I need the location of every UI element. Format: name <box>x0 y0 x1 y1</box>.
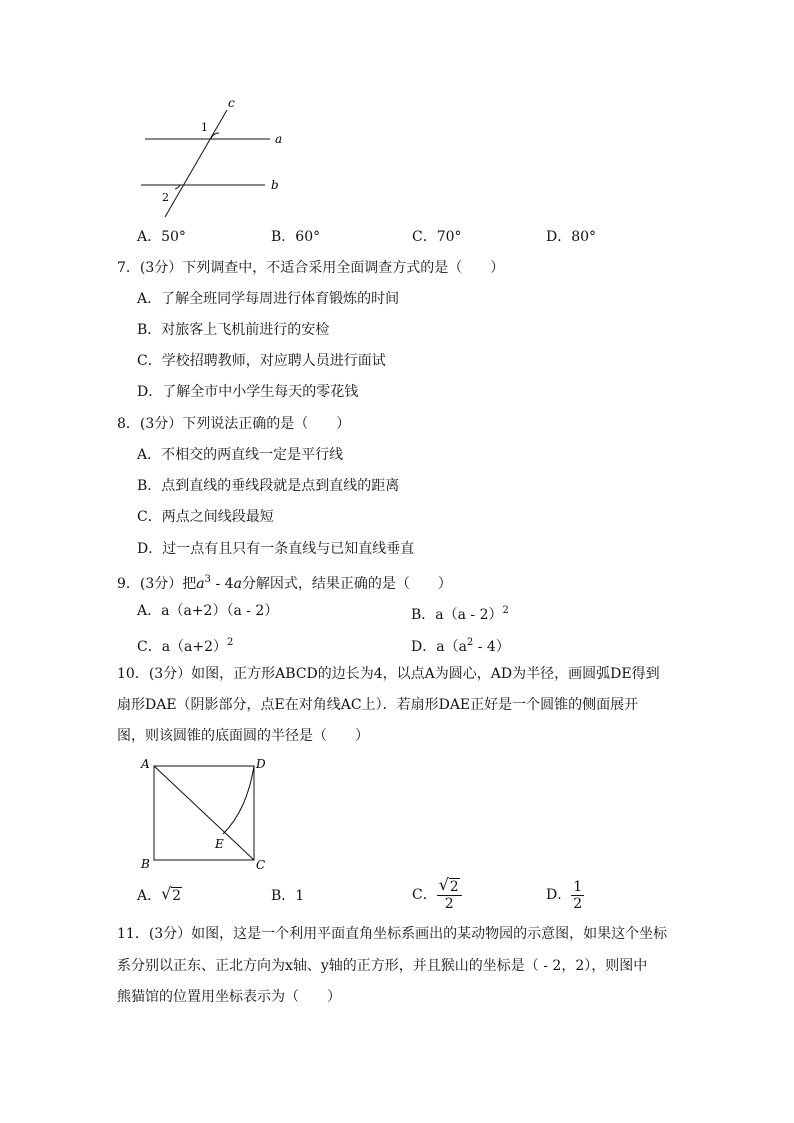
q8-stem: 8．(3分）下列说法正确的是（ ） <box>117 416 351 432</box>
q10-option-c-num: 2 <box>449 878 459 895</box>
q7-option-b: B．对旅客上飞机前进行的安检 <box>137 322 330 338</box>
label-1: 1 <box>201 121 208 134</box>
label-B: B <box>141 857 150 871</box>
q6-option-d: D．80° <box>546 229 597 245</box>
q8-option-d: D．过一点有且只有一条直线与已知直线垂直 <box>137 541 415 557</box>
q9-var-a2: a <box>233 576 242 592</box>
q9-exp: 3 <box>204 574 212 585</box>
q10-option-d-den: 2 <box>573 895 583 912</box>
q8-option-b: B．点到直线的垂线段就是点到直线的距离 <box>137 478 400 494</box>
q10-option-a <box>137 886 182 906</box>
q9-option-c-exp: 2 <box>227 637 234 648</box>
q10-line-2: 扇形DAE（阴影部分，点E在对角线AC上）．若扇形DAE正好是一个圆锥的侧面展开 <box>117 697 639 713</box>
q9-var-a: a <box>196 576 205 592</box>
sqrt-2 <box>161 886 182 906</box>
radical-icon: √ <box>161 884 172 903</box>
parallel-lines-figure <box>135 95 295 220</box>
q9-stem-post: 分解因式，结果正确的是（ ） <box>241 576 452 592</box>
q10-line-3: 图，则该圆锥的底面圆的半径是（ ） <box>117 728 369 744</box>
label-D: D <box>256 757 266 771</box>
label-b: b <box>271 178 279 192</box>
q9-stem-pre: 9．(3分）把 <box>117 576 197 592</box>
q10-option-d-num: 1 <box>573 878 583 895</box>
q11-line-2: 系分别以正东、正北方向为x轴、y轴的正方形，并且猴山的坐标是（ - 2，2），则图中 <box>117 958 648 974</box>
square-sector-figure <box>135 752 275 874</box>
q10-option-a-radicand: 2 <box>172 888 182 904</box>
q9-option-c <box>137 633 233 657</box>
q10-line-1: 10．(3分）如图，正方形ABCD的边长为4，以点A为圆心，AD为半径，画圆弧DE得到 <box>117 666 660 682</box>
angle-1-arc <box>211 133 219 139</box>
label-c: c <box>228 96 235 110</box>
label-E: E <box>215 837 224 851</box>
q8-option-c: C．两点之间线段最短 <box>137 509 274 525</box>
q10-option-c <box>412 874 462 913</box>
q8-option-a: A．不相交的两直线一定是平行线 <box>137 447 344 463</box>
q10-option-c-label: C． <box>412 887 437 903</box>
q9-option-c-text: C．a（a+2） <box>137 639 228 655</box>
q6-option-b: B．60° <box>271 229 321 245</box>
q9-option-d-post: - 4） <box>473 639 510 655</box>
q11-line-1: 11．(3分）如图，这是一个利用平面直角坐标系画出的某动物园的示意图，如果这个坐标 <box>117 926 668 942</box>
q9-option-d-exp: 2 <box>466 637 474 648</box>
q9-option-a: A．a（a+2）（a - 2） <box>137 603 279 619</box>
q7-stem: 7．(3分）下列调查中，不适合采用全面调查方式的是（ ） <box>117 260 505 276</box>
q9-option-b-text: B．a（a - 2） <box>411 607 503 623</box>
q7-option-a: A．了解全班同学每周进行体育锻炼的时间 <box>137 291 400 307</box>
radical-icon: √ <box>438 874 449 894</box>
label-a: a <box>275 132 283 146</box>
q11-line-3: 熊猫馆的位置用坐标表示为（ ） <box>117 989 341 1005</box>
q9-stem <box>117 570 452 594</box>
label-C: C <box>256 858 266 872</box>
q6-option-c: C．70° <box>412 229 462 245</box>
fraction-1-over-2 <box>571 879 584 912</box>
q10-option-c-den: 2 <box>444 895 454 912</box>
q10-option-a-label: A． <box>137 888 162 904</box>
label-2: 2 <box>162 191 169 204</box>
q10-option-d <box>546 877 584 913</box>
q9-option-d-text: D．a（a <box>411 639 467 655</box>
q9-option-b <box>411 601 509 625</box>
q7-option-d: D．了解全市中小学生每天的零花钱 <box>137 384 359 400</box>
arc-de <box>223 766 254 834</box>
line-c <box>165 110 227 217</box>
q9-option-b-exp: 2 <box>502 605 509 616</box>
q6-option-a: A．50° <box>137 229 186 245</box>
q10-option-b: B．1 <box>271 888 305 904</box>
q9-option-d <box>411 633 510 657</box>
q9-stem-mid: - 4 <box>211 576 234 592</box>
fraction-sqrt2-over-2 <box>437 874 462 912</box>
angle-2-arc <box>175 185 180 189</box>
label-A: A <box>141 757 150 771</box>
q7-option-c: C．学校招聘教师，对应聘人员进行面试 <box>137 353 386 369</box>
q10-option-d-label: D． <box>546 887 572 903</box>
